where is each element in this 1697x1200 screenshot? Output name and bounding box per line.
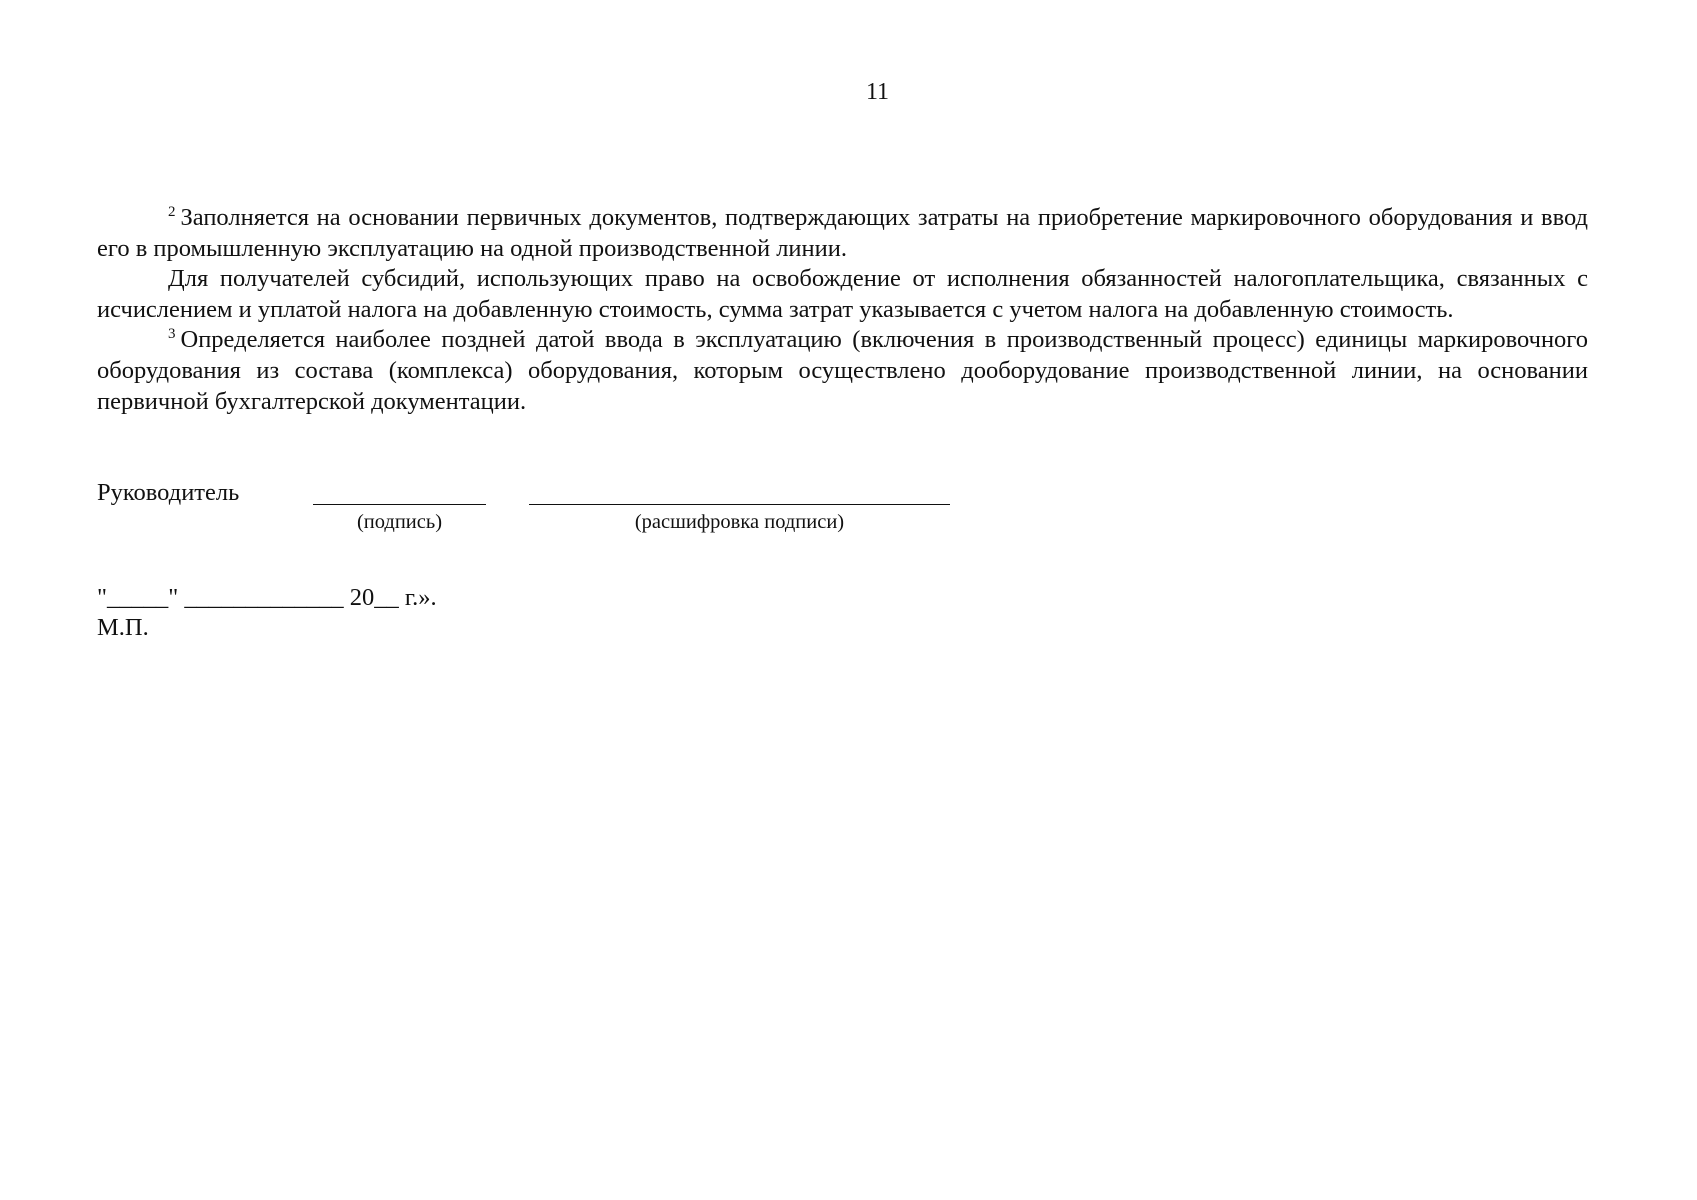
date-line: "_____" _____________ 20__ г.». bbox=[97, 584, 437, 611]
footnote-marker: 2 bbox=[168, 204, 176, 220]
signature-line bbox=[313, 504, 486, 505]
footnote-3 bbox=[97, 325, 1588, 417]
footnote-text: Для получателей субсидий, использующих право на освобождение от исполнения обязанностей налогоплательщика, связанных с исчислением и уплатой налога на добавленную стоимость, сумма затрат указывается с учетом налога на добавленную стоимость. bbox=[97, 265, 1588, 323]
stamp-placeholder: М.П. bbox=[97, 614, 149, 641]
signature-decode-caption: (расшифровка подписи) bbox=[634, 511, 845, 533]
footnote-2-continuation bbox=[97, 264, 1588, 325]
footnotes bbox=[97, 203, 1588, 417]
footnote-text: Заполняется на основании первичных документов, подтверждающих затраты на приобретение маркировочного оборудования и ввод его в промышленную эксплуатацию на одной производственной линии. bbox=[97, 204, 1588, 262]
signature-decode-line bbox=[529, 504, 950, 505]
signature-caption: (подпись) bbox=[356, 511, 443, 533]
footnote-2 bbox=[97, 203, 1588, 264]
footnote-marker: 3 bbox=[168, 326, 176, 343]
footnote-text: Определяется наиболее поздней датой ввода в эксплуатацию (включения в производственный процесс) единицы маркировочного оборудования из состава (комплекса) оборудования, которым осуществлено дооборудование производственной линии, на основании первичной бухгалтерской документации. bbox=[97, 326, 1588, 415]
signatory-role: Руководитель bbox=[97, 479, 240, 506]
signature-block bbox=[97, 478, 997, 548]
page-number: 11 bbox=[865, 79, 890, 105]
